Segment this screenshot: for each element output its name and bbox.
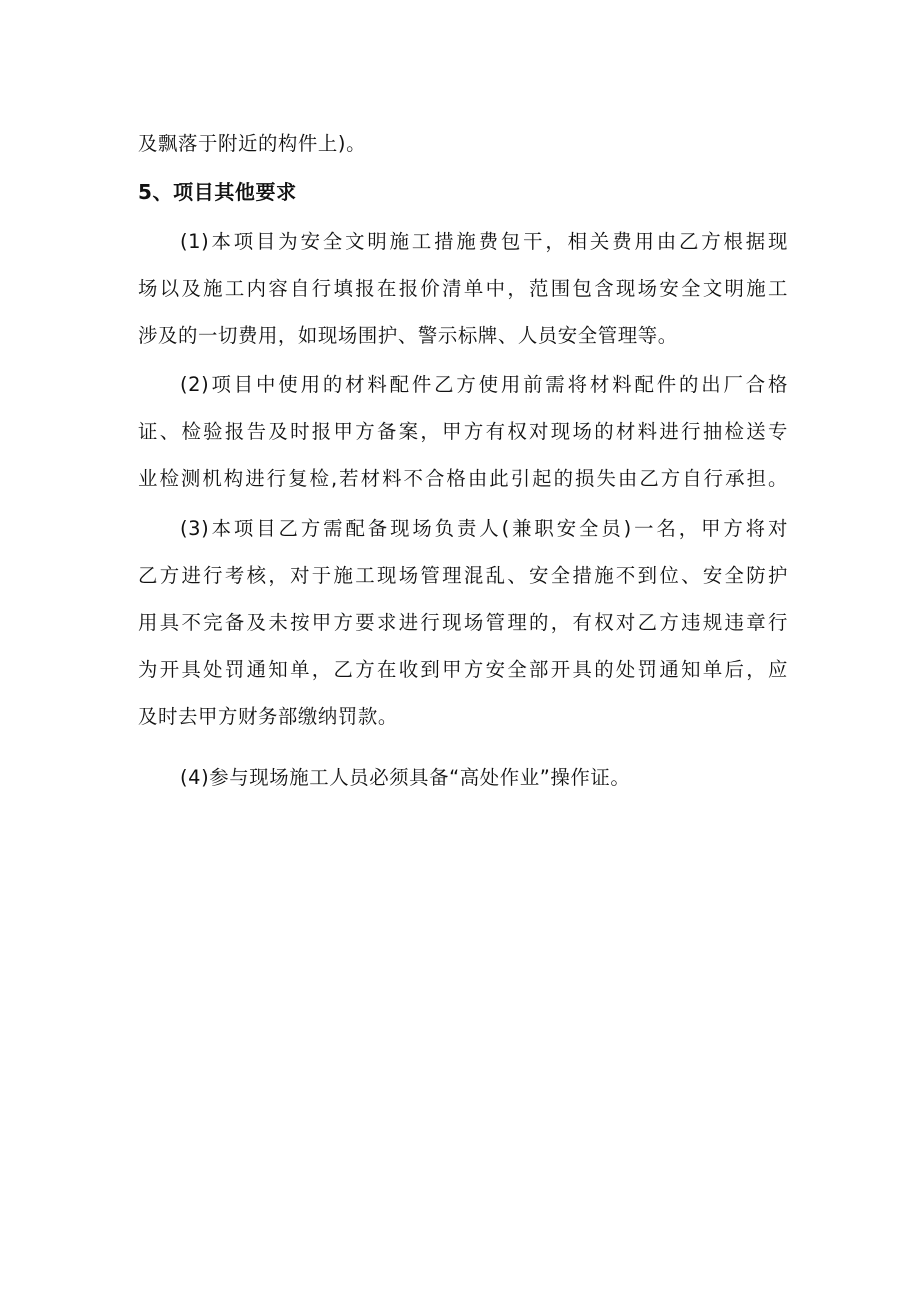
item-2-line-1: (2)项目中使用的材料配件乙方使用前需将材料配件的出厂合格 (180, 373, 788, 396)
item-1-line-3: 涉及的一切费用，如现场围护、警示标牌、人员安全管理等。 (138, 324, 678, 347)
item-2-line-3: 业检测机构进行复检,若材料不合格由此引起的损失由乙方自行承担。 (138, 467, 788, 490)
item-1-line-2: 场以及施工内容自行填报在报价清单中，范围包含现场安全文明施工 (138, 277, 788, 300)
section-heading: 5、项目其他要求 (138, 180, 297, 204)
item-4-line-1: (4)参与现场施工人员必须具备“高处作业”操作证。 (180, 766, 631, 789)
item-3-line-1: (3)本项目乙方需配备现场负责人(兼职安全员)一名，甲方将对 (180, 517, 788, 540)
item-3-line-4: 为开具处罚通知单，乙方在收到甲方安全部开具的处罚通知单后，应 (138, 658, 788, 681)
item-1-line-1: (1)本项目为安全文明施工措施费包干，相关费用由乙方根据现 (180, 230, 788, 253)
item-3-line-5: 及时去甲方财务部缴纳罚款。 (138, 705, 398, 728)
item-3-line-2: 乙方进行考核，对于施工现场管理混乱、安全措施不到位、安全防护 (138, 564, 788, 587)
item-3-line-3: 用具不完备及未按甲方要求进行现场管理的，有权对乙方违规违章行 (138, 611, 788, 634)
item-2-line-2: 证、检验报告及时报甲方备案，甲方有权对现场的材料进行抽检送专 (138, 420, 788, 443)
carryover-text-line-1: 及飘落于附近的构件上)。 (138, 132, 367, 155)
